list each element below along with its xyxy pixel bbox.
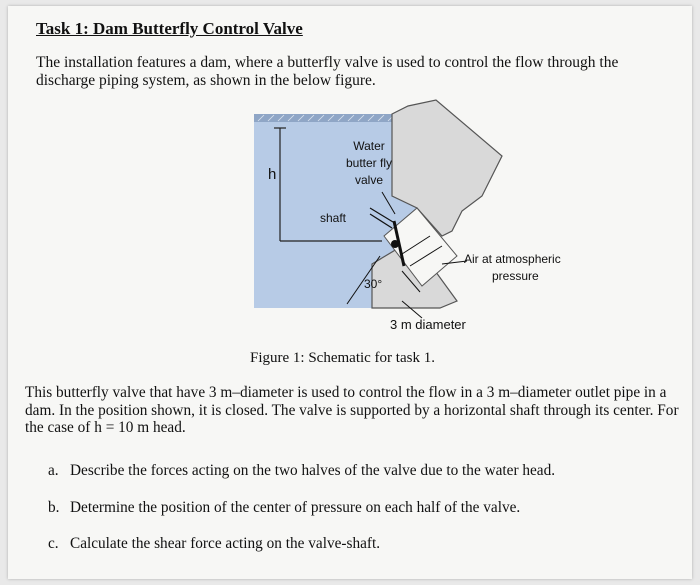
question-item — [48, 462, 688, 480]
shaft-label: shaft — [320, 211, 347, 225]
valve-shaft-center — [391, 240, 399, 248]
valve-label-line2: valve — [354, 173, 383, 187]
figure-caption: Figure 1: Schematic for task 1. — [250, 350, 435, 366]
question-list — [48, 462, 688, 572]
air-label-line2: pressure — [492, 269, 539, 283]
diameter-label: 3 m diameter — [390, 317, 466, 332]
valve-label — [334, 138, 404, 189]
question-marker: b. — [48, 498, 60, 516]
valve-label-line1: butter fly — [345, 156, 393, 170]
question-item — [48, 535, 688, 553]
dam-schematic — [252, 96, 504, 341]
question-text: Calculate the shear force acting on the valve-shaft. — [70, 535, 381, 552]
problem-description: This butterfly valve that have 3 m–diameter is used to control the flow in a 3 m–diameter outlet pipe in a dam. In the position shown, it is closed. The valve is supported by a horizontal shaft through its center. For the case of h = 10 m head. — [25, 384, 679, 436]
head-label: h — [268, 166, 277, 183]
angle-label: 30° — [364, 277, 383, 291]
dam-valve-figure — [252, 96, 561, 341]
document-page — [8, 6, 692, 579]
air-label-line1: Air at atmospheric — [464, 252, 561, 266]
question-marker: c. — [48, 535, 59, 552]
question-text: Describe the forces acting on the two halves of the valve due to the water head. — [70, 462, 556, 479]
water-label: Water — [353, 139, 385, 153]
intro-paragraph: The installation features a dam, where a butterfly valve is used to control the flow through the discharge piping system, as shown in the below figure. — [36, 54, 619, 89]
question-marker: a. — [48, 462, 59, 479]
task-title: Task 1: Dam Butterfly Control Valve — [36, 19, 303, 38]
question-item — [48, 499, 688, 517]
air-label — [464, 251, 584, 285]
question-text: Determine the position of the center of pressure on each half of the valve. — [70, 498, 521, 516]
